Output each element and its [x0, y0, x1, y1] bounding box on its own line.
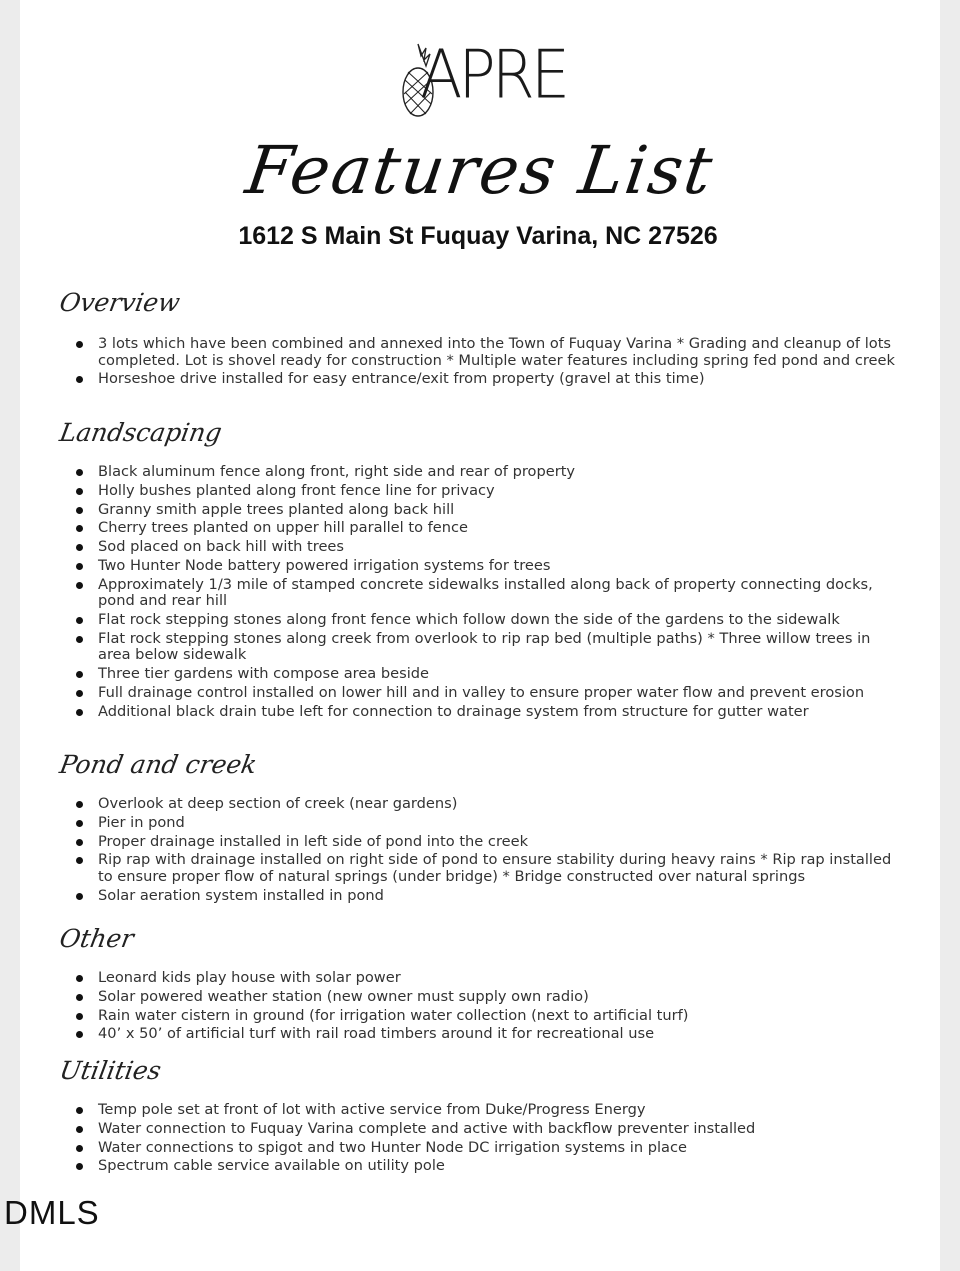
list-item: Horseshoe drive installed for easy entrance/exit from property (gravel at this time) — [74, 371, 904, 388]
pond-and-creek-list — [74, 796, 904, 906]
section-heading-other: Other — [57, 924, 136, 953]
list-item: Approximately 1/3 mile of stamped concrete sidewalks installed along back of property connecting docks, pond and rear hill — [74, 577, 904, 610]
list-item: 40’ x 50’ of artificial turf with rail road timbers around it for recreational use — [74, 1026, 904, 1043]
list-item: Additional black drain tube left for connection to drainage system from structure for gutter water — [74, 704, 904, 721]
list-item: Rip rap with drainage installed on right side of pond to ensure stability during heavy rains * Rip rap installed to ensure proper flow of natural springs (under bridge) * Bridge constructed over natural springs — [74, 852, 904, 885]
page-title: Features List — [241, 132, 719, 209]
list-item: 3 lots which have been combined and annexed into the Town of Fuquay Varina * Grading and cleanup of lots completed. Lot is shovel ready for construction * Multiple water features including spring fed pond and creek — [74, 336, 904, 369]
overview-list — [74, 336, 904, 390]
section-heading-pond-and-creek: Pond and creek — [57, 750, 260, 779]
list-item: Three tier gardens with compose area beside — [74, 666, 904, 683]
landscaping-list — [74, 464, 904, 723]
list-item: Leonard kids play house with solar power — [74, 970, 904, 987]
list-item: Solar aeration system installed in pond — [74, 888, 904, 905]
list-item: Proper drainage installed in left side of pond into the creek — [74, 834, 904, 851]
list-item: Holly bushes planted along front fence line for privacy — [74, 483, 904, 500]
list-item: Two Hunter Node battery powered irrigation systems for trees — [74, 558, 904, 575]
list-item: Flat rock stepping stones along front fence which follow down the side of the gardens to the sidewalk — [74, 612, 904, 629]
list-item: Temp pole set at front of lot with active service from Duke/Progress Energy — [74, 1102, 904, 1119]
list-item: Rain water cistern in ground (for irrigation water collection (next to artificial turf) — [74, 1008, 904, 1025]
utilities-list — [74, 1102, 904, 1177]
logo-text: APRE — [420, 35, 567, 114]
list-item: Granny smith apple trees planted along back hill — [74, 502, 904, 519]
list-item: Full drainage control installed on lower hill and in valley to ensure proper water flow and prevent erosion — [74, 685, 904, 702]
company-logo — [398, 35, 568, 118]
list-item: Cherry trees planted on upper hill parallel to fence — [74, 520, 904, 537]
section-heading-utilities: Utilities — [57, 1056, 164, 1085]
list-item: Black aluminum fence along front, right side and rear of property — [74, 464, 904, 481]
list-item: Flat rock stepping stones along creek from overlook to rip rap bed (multiple paths) * Three willow trees in area below sidewalk — [74, 631, 904, 664]
list-item: Water connection to Fuquay Varina complete and active with backflow preventer installed — [74, 1121, 904, 1138]
list-item: Pier in pond — [74, 815, 904, 832]
other-list — [74, 970, 904, 1045]
section-heading-overview: Overview — [57, 288, 183, 317]
list-item: Water connections to spigot and two Hunter Node DC irrigation systems in place — [74, 1140, 904, 1157]
section-heading-landscaping: Landscaping — [57, 418, 225, 447]
mls-watermark: DMLS — [4, 1194, 100, 1231]
list-item: Overlook at deep section of creek (near gardens) — [74, 796, 904, 813]
list-item: Spectrum cable service available on utility pole — [74, 1158, 904, 1175]
property-address: 1612 S Main St Fuquay Varina, NC 27526 — [238, 222, 718, 250]
list-item: Solar powered weather station (new owner must supply own radio) — [74, 989, 904, 1006]
list-item: Sod placed on back hill with trees — [74, 539, 904, 556]
